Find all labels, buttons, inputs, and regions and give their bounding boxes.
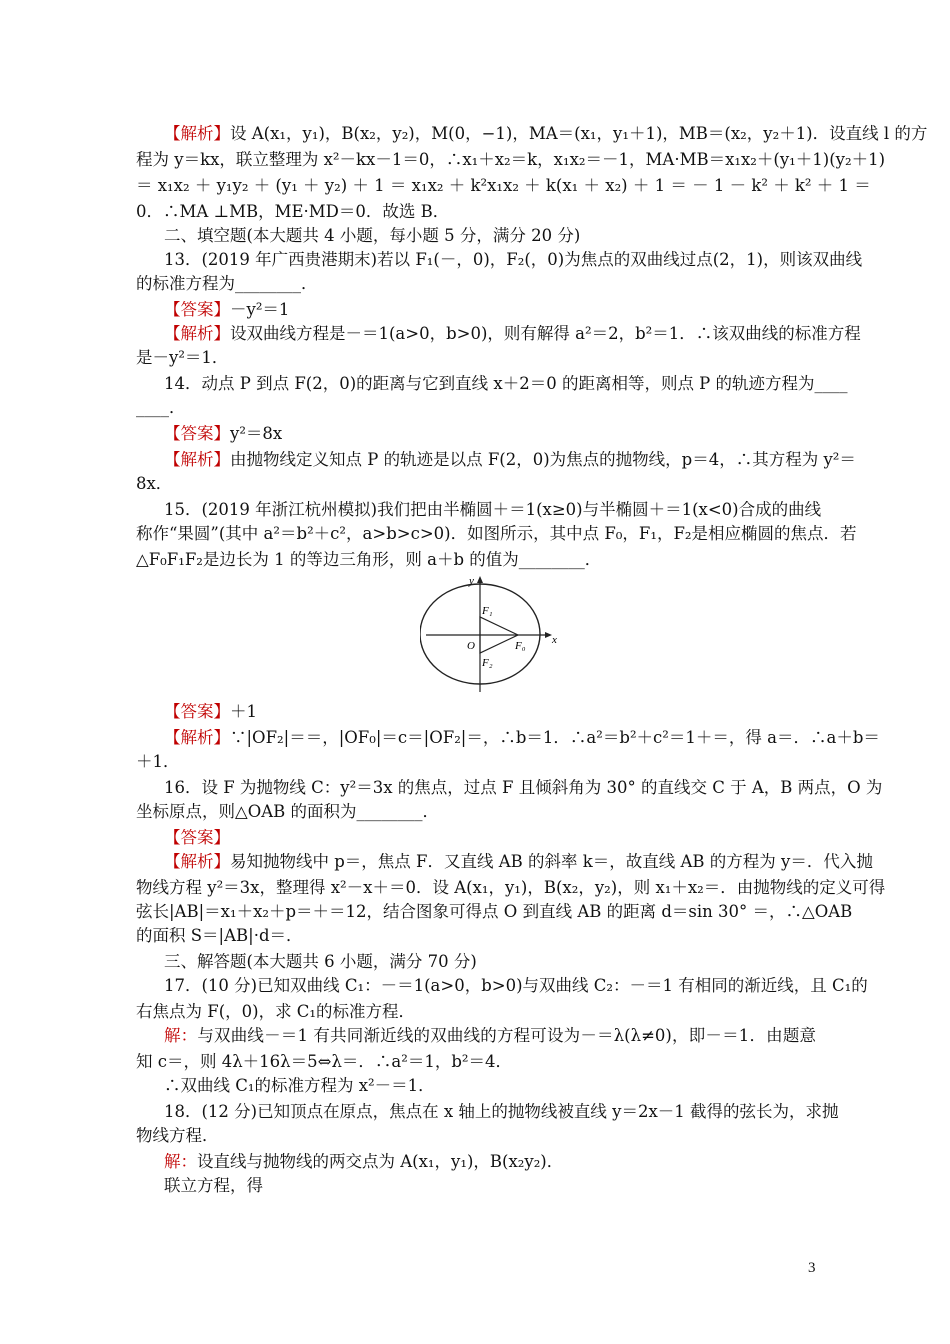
analysis-line: 【解析】易知抛物线中 p＝，焦点 F．又直线 AB 的斜率 k＝，故直线 AB 的方程为 y＝．代入抛 — [164, 852, 873, 871]
fruit-ellipse-figure — [420, 574, 565, 694]
y-label: y — [469, 575, 474, 587]
analysis-line: 【解析】∵|OF₂|＝＝，|OF₀|＝c＝|OF₂|＝，∴b＝1．∴a²＝b²＋c²＝1＋＝，得 a＝．∴a＋b＝ — [164, 728, 880, 747]
solution-line: 知 c＝，则 4λ＋16λ＝5⇔λ＝．∴a²＝1，b²＝4． — [136, 1052, 513, 1071]
solution-line: 解：与双曲线－＝1 有共同渐近线的双曲线的方程可设为－＝λ(λ≠0)，即－＝1．由题意 — [164, 1026, 816, 1045]
section-heading: 二、填空题(本大题共 4 小题，每小题 5 分，满分 20 分) — [164, 226, 581, 245]
question-14: 14．动点 P 到点 F(2，0)的距离与它到直线 x＋2＝0 的距离相等，则点 P 的轨迹方程为____ — [164, 374, 848, 393]
answer-line: 【答案】y²＝8x — [164, 424, 283, 443]
question-line: 物线方程． — [136, 1126, 219, 1145]
analysis-line: 【解析】设双曲线方程是－＝1(a>0，b>0)，则有解得 a²＝2，b²＝1．∴该双曲线的标准方程 — [164, 324, 861, 343]
solution-line: 联立方程，得 — [164, 1176, 263, 1195]
analysis-line: 程为 y＝kx，联立整理为 x²－kx－1＝0，∴x₁＋x₂＝k，x₁x₂＝－1，MA·MB＝x₁x₂＋(y₁＋1)(y₂＋1) — [136, 150, 886, 169]
analysis-line: 物线方程 y²＝3x，整理得 x²－x＋＝0．设 A(x₁，y₁)，B(x₂，y₂)，则 x₁＋x₂＝．由抛物线的定义可得 — [136, 878, 886, 897]
f2-label: F₂ — [482, 657, 493, 669]
f0-label: F₀ — [515, 640, 526, 652]
question-line: 的标准方程为________． — [136, 274, 318, 293]
question-line: 坐标原点，则△OAB 的面积为________． — [136, 802, 440, 821]
section-heading: 三、解答题(本大题共 6 小题，满分 70 分) — [164, 952, 477, 971]
f1-label: F₁ — [482, 605, 493, 617]
x-label: x — [552, 634, 557, 646]
question-18: 18．(12 分)已知顶点在原点，焦点在 x 轴上的抛物线被直线 y＝2x－1 截得的弦长为，求抛 — [164, 1102, 839, 1121]
analysis-line: ＋1． — [136, 752, 180, 771]
solution-line: ∴双曲线 C₁的标准方程为 x²－＝1． — [164, 1076, 435, 1095]
analysis-line: 的面积 S＝|AB|·d＝． — [136, 926, 303, 945]
question-17: 17．(10 分)已知双曲线 C₁：－＝1(a>0，b>0)与双曲线 C₂：－＝1 有相同的渐近线，且 C₁的 — [164, 976, 868, 995]
analysis-line: 【解析】由抛物线定义知点 P 的轨迹是以点 F(2，0)为焦点的抛物线，p＝4，∴其方程为 y²＝ — [164, 450, 856, 469]
origin-label: O — [467, 640, 475, 652]
question-13: 13．(2019 年广西贵港期末)若以 F₁(－，0)，F₂(，0)为焦点的双曲线过点(2，1)，则该双曲线 — [164, 250, 863, 269]
analysis-line: 0．∴MA ⊥MB，ME·MD＝0．故选 B． — [136, 202, 450, 221]
analysis-line: ＝ x₁x₂ ＋ y₁y₂ ＋ (y₁ ＋ y₂) ＋ 1 ＝ x₁x₂ ＋ k²x₁x₂ ＋ k(x₁ ＋ x₂) ＋ 1 ＝ － 1 － k² ＋ k² ＋ 1 ＝ — [136, 176, 871, 195]
y-axis-arrow — [477, 576, 483, 583]
answer-line: 【答案】－y²＝1 — [164, 300, 290, 319]
question-15: 15．(2019 年浙江杭州模拟)我们把由半椭圆＋＝1(x≥0)与半椭圆＋＝1(x<0)合成的曲线 — [164, 500, 822, 519]
question-line: ____． — [136, 398, 186, 417]
analysis-line: 弦长|AB|＝x₁＋x₂＋p＝＋＝12，结合图象可得点 O 到直线 AB 的距离 d＝sin 30° ＝，∴△OAB — [136, 902, 853, 921]
analysis-line: 【解析】设 A(x₁，y₁)，B(x₂，y₂)，M(0，−1)，MA＝(x₁，y₁＋1)，MB＝(x₂，y₂＋1)．设直线 l 的方 — [164, 124, 928, 143]
question-line: 右焦点为 F(，0)，求 C₁的标准方程． — [136, 1002, 416, 1021]
x-axis-arrow — [545, 632, 552, 638]
question-16: 16．设 F 为抛物线 C：y²＝3x 的焦点，过点 F 且倾斜角为 30° 的直线交 C 于 A，B 两点，O 为 — [164, 778, 883, 797]
answer-line: 【答案】＋1 — [164, 702, 257, 721]
page-number: 3 — [808, 1260, 816, 1276]
answer-line: 【答案】 — [164, 828, 230, 847]
solution-line: 解：设直线与抛物线的两交点为 A(x₁，y₁)，B(x₂y₂)． — [164, 1152, 564, 1171]
analysis-line: 8x． — [136, 474, 173, 493]
question-line: △F₀F₁F₂是边长为 1 的等边三角形，则 a＋b 的值为________． — [136, 550, 602, 569]
question-line: 称作“果圆”(其中 a²＝b²＋c²，a>b>c>0)．如图所示，其中点 F₀，F₁，F₂是相应椭圆的焦点．若 — [136, 524, 857, 543]
analysis-line: 是－y²＝1． — [136, 348, 229, 367]
